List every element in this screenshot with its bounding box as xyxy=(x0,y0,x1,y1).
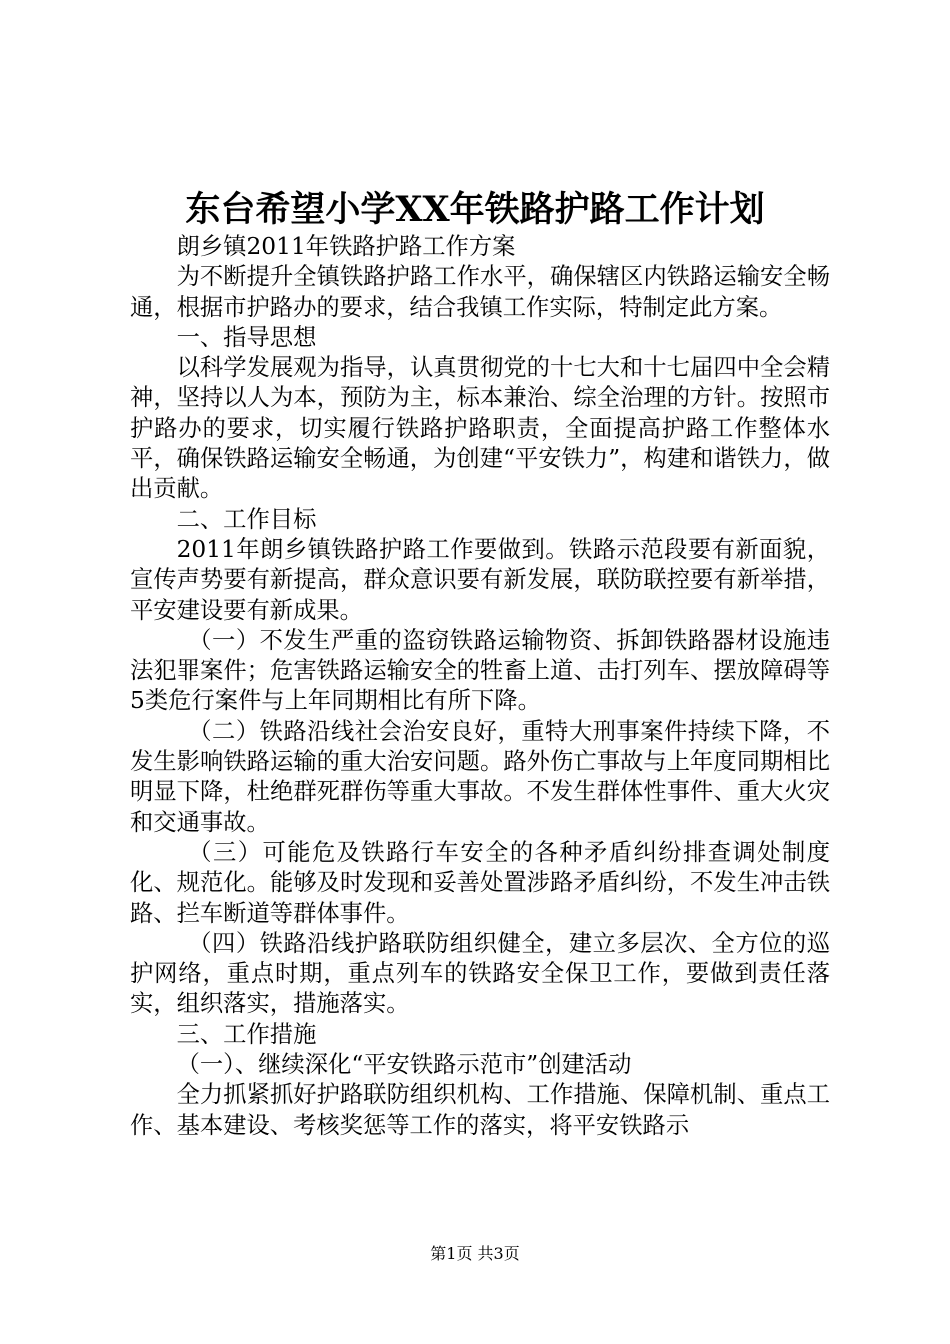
document-body xyxy=(130,232,830,1141)
heading-work-measures: 三、工作措施 xyxy=(176,1020,317,1048)
paragraph-goal-4: （四）铁路沿线护路联防组织健全，建立多层次、全方位的巡护网络，重点时期，重点列车的铁路安全保卫工作，要做到责任落实，组织落实，措施落实。 xyxy=(130,929,830,1018)
paragraph-subtitle: 朗乡镇2011年铁路护路工作方案 xyxy=(176,233,516,260)
paragraph-guiding-ideology: 以科学发展观为指导，认真贯彻党的十七大和十七届四中全会精神，坚持以人为本，预防为主，标本兼治、综全治理的方针。按照市护路办的要求，切实履行铁路护路职责，全面提高护路工作整体水平，确保铁路运输安全畅通，为创建“平安铁力”，构建和谐铁力，做出贡献。 xyxy=(130,354,830,503)
heading-work-goals: 二、工作目标 xyxy=(176,505,317,533)
paragraph-goal-1: （一）不发生严重的盗窃铁路运输物资、拆卸铁路器材设施违法犯罪案件；危害铁路运输安全的牲畜上道、击打列车、摆放障碍等5类危行案件与上年同期相比有所下降。 xyxy=(130,626,830,715)
page-footer: 第1页 共3页 xyxy=(430,1244,520,1263)
heading-guiding-ideology: 一、指导思想 xyxy=(176,323,317,351)
paragraph-work-goals: 2011年朗乡镇铁路护路工作要做到。铁路示范段要有新面貌，宣传声势要有新提高，群众意识要有新发展，联防联控要有新举措，平安建设要有新成果。 xyxy=(130,535,830,624)
paragraph-goal-2: （二）铁路沿线社会治安良好，重特大刑事案件持续下降，不发生影响铁路运输的重大治安问题。路外伤亡事故与上年度同期相比明显下降，杜绝群死群伤等重大事故。不发生群体性事件、重大火灾和交通事故。 xyxy=(130,717,830,836)
paragraph-goal-3: （三）可能危及铁路行车安全的各种矛盾纠纷排查调处制度化、规范化。能够及时发现和妥善处置涉路矛盾纠纷，不发生冲击铁路、拦车断道等群体事件。 xyxy=(130,838,830,927)
paragraph-measure-1: 全力抓紧抓好护路联防组织机构、工作措施、保障机制、重点工作、基本建设、考核奖惩等工作的落实，将平安铁路示 xyxy=(130,1081,830,1139)
heading-measure-1: （一）、继续深化“平安铁路示范市”创建活动 xyxy=(176,1051,632,1079)
paragraph-intro: 为不断提升全镇铁路护路工作水平，确保辖区内铁路运输安全畅通，根据市护路办的要求，结合我镇工作实际，特制定此方案。 xyxy=(130,263,830,321)
document-title: 东台希望小学XX年铁路护路工作计划 xyxy=(185,189,765,230)
